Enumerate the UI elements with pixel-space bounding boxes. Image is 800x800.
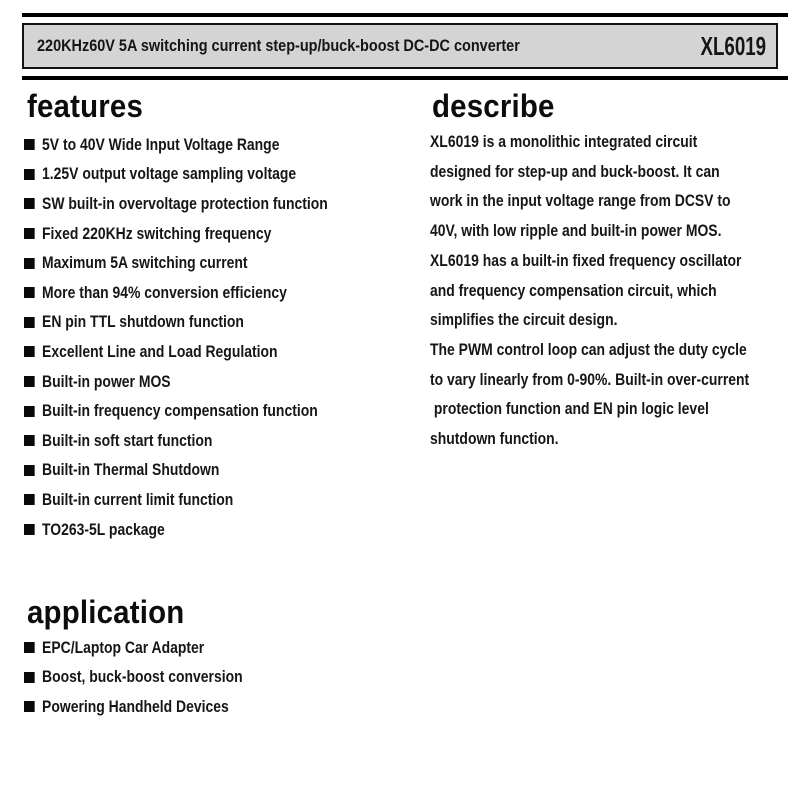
application-list (24, 633, 352, 722)
feature-item-label: Built-in current limit function (42, 489, 234, 509)
describe-paragraph (430, 127, 750, 454)
part-number: XL6019 (700, 30, 766, 61)
square-bullet-icon (24, 228, 35, 239)
feature-item (24, 337, 352, 367)
features-heading: features (27, 88, 144, 124)
square-bullet-icon (24, 524, 35, 535)
describe-line: XL6019 is a monolithic integrated circuit (430, 132, 698, 151)
describe-section (430, 88, 798, 454)
application-item-label: EPC/Laptop Car Adapter (42, 637, 205, 657)
feature-item (24, 278, 352, 308)
describe-line: work in the input voltage range from DCSV to (430, 191, 731, 211)
square-bullet-icon (24, 465, 35, 476)
square-bullet-icon (24, 701, 35, 712)
square-bullet-icon (24, 672, 35, 683)
feature-item-label: Built-in frequency compensation function (42, 401, 318, 421)
feature-item (24, 456, 352, 486)
header-banner (22, 23, 778, 69)
feature-item-label: Fixed 220KHz switching frequency (42, 223, 272, 243)
feature-item-label: EN pin TTL shutdown function (42, 312, 244, 332)
feature-item (24, 189, 352, 219)
square-bullet-icon (24, 376, 35, 387)
top-rule (22, 13, 788, 17)
describe-line: The PWM control loop can adjust the duty cycle (430, 339, 747, 359)
feature-item (24, 308, 352, 338)
describe-line: designed for step-up and buck-boost. It can (430, 161, 720, 181)
square-bullet-icon (24, 406, 35, 417)
square-bullet-icon (24, 169, 35, 180)
square-bullet-icon (24, 287, 35, 298)
feature-item (24, 515, 352, 545)
application-item (24, 633, 352, 663)
application-section (24, 594, 424, 722)
features-section (24, 88, 424, 544)
feature-item (24, 367, 352, 397)
feature-item-label: SW built-in overvoltage protection function (42, 193, 328, 213)
describe-line: 40V, with low ripple and built-in power MOS. (430, 221, 722, 241)
describe-line: XL6019 has a built-in fixed frequency oscillator (430, 250, 742, 270)
square-bullet-icon (24, 494, 35, 505)
square-bullet-icon (24, 139, 35, 150)
describe-line: and frequency compensation circuit, which (430, 280, 717, 300)
describe-heading: describe (432, 88, 555, 124)
application-item-label: Powering Handheld Devices (42, 696, 229, 716)
feature-item-label: Maximum 5A switching current (42, 253, 248, 273)
document-title: 220KHz60V 5A switching current step-up/buck-boost DC-DC converter (37, 36, 520, 55)
feature-item (24, 248, 352, 278)
square-bullet-icon (24, 198, 35, 209)
feature-item (24, 485, 352, 515)
application-item (24, 692, 352, 722)
square-bullet-icon (24, 317, 35, 328)
feature-item-label: Built-in power MOS (42, 371, 171, 391)
feature-item (24, 219, 352, 249)
feature-item-label: TO263-5L package (42, 519, 165, 539)
feature-item (24, 426, 352, 456)
feature-item (24, 130, 352, 160)
application-heading: application (27, 594, 185, 630)
describe-line: shutdown function. (430, 429, 559, 449)
feature-item-label: 5V to 40V Wide Input Voltage Range (42, 134, 280, 154)
header-bottom-rule (22, 76, 788, 80)
feature-item-label: Excellent Line and Load Regulation (42, 341, 278, 361)
square-bullet-icon (24, 435, 35, 446)
square-bullet-icon (24, 642, 35, 653)
square-bullet-icon (24, 346, 35, 357)
square-bullet-icon (24, 258, 35, 269)
feature-item-label: Built-in Thermal Shutdown (42, 460, 220, 480)
feature-item-label: Built-in soft start function (42, 430, 213, 450)
feature-item (24, 396, 352, 426)
describe-line: protection function and EN pin logic level (430, 399, 709, 419)
application-item (24, 663, 352, 693)
features-list (24, 130, 352, 544)
feature-item-label: 1.25V output voltage sampling voltage (42, 164, 297, 184)
feature-item-label: More than 94% conversion efficiency (42, 282, 287, 302)
describe-line: simplifies the circuit design. (430, 310, 618, 330)
feature-item (24, 160, 352, 190)
describe-line: to vary linearly from 0-90%. Built-in over-current (430, 369, 750, 389)
application-item-label: Boost, buck-boost conversion (42, 667, 243, 687)
